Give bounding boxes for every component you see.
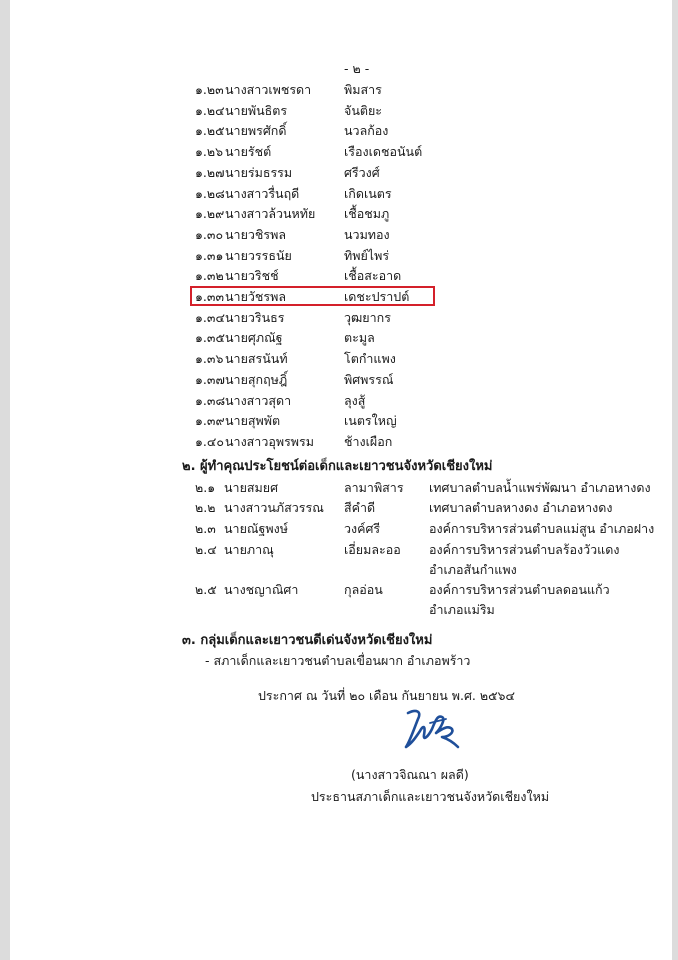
signer-name: (นางสาวจิณณา ผลดี) xyxy=(351,767,469,782)
row-number: ๑.๒๗ xyxy=(195,164,225,180)
row-surname: จันติยะ xyxy=(344,102,383,118)
row-number: ๑.๒๙ xyxy=(195,206,225,222)
row-number: ๑.๒๔ xyxy=(195,102,225,118)
signer-title: ประธานสภาเด็กและเยาวชนจังหวัดเชียงใหม่ xyxy=(311,789,550,804)
row-organization: เทศบาลตำบลน้ำแพร่พัฒนา อำเภอหางดง xyxy=(429,480,651,495)
row-number: ๑.๔๐ xyxy=(195,433,224,449)
row-surname: ลุงสู้ xyxy=(344,392,366,408)
row-number: ๑.๒๓ xyxy=(195,82,224,97)
row-surname: เชื้อชมภู xyxy=(344,206,390,222)
row-name: นายสมยศ xyxy=(224,480,279,495)
row-number: ๒.๔ xyxy=(195,542,217,557)
row-surname: เชื้อสะอาด xyxy=(344,268,402,284)
section3-heading: ๓. กลุ่มเด็กและเยาวชนดีเด่นจังหวัดเชียงใหม่ xyxy=(182,633,433,648)
row-name: นางสาวอุพรพรม xyxy=(225,433,314,449)
row-name: นายสุกฤษฎิ์ xyxy=(225,371,288,387)
row-number: ๑.๒๕ xyxy=(195,123,225,139)
row-name: นายพันธิตร xyxy=(225,102,288,118)
row-name: นายวรินธร xyxy=(225,309,285,325)
row-number: ๒.๑ xyxy=(195,480,216,495)
row-surname: นวลก้อง xyxy=(344,123,389,139)
section2-heading: ๒. ผู้ทำคุณประโยชน์ต่อเด็กและเยาวชนจังหวัดเชียงใหม่ xyxy=(182,459,493,474)
row-name: นายศุภณัฐ xyxy=(225,330,283,346)
row-number: ๑.๓๑ xyxy=(195,247,224,263)
row-organization: องค์การบริหารส่วนตำบลร้องวัวแดง xyxy=(429,542,620,557)
row-surname: ช้างเผือก xyxy=(344,433,393,449)
row-name: นายวรรธนัย xyxy=(225,247,292,263)
row-surname: เอี่ยมละออ xyxy=(344,542,401,557)
row-number: ๑.๓๓ xyxy=(195,289,224,304)
row-name: นางชญาณิศา xyxy=(224,582,299,597)
row-number: ๑.๓๖ xyxy=(195,351,224,367)
row-organization-line2: อำเภอสันกำแพง xyxy=(429,562,517,577)
row-name: นายภาณุ xyxy=(224,542,274,557)
row-name: นายสุพพัต xyxy=(225,413,281,429)
row-name: นายรัชต์ xyxy=(225,144,272,160)
row-surname: ลามาพิสาร xyxy=(344,480,404,495)
row-surname: เนตรใหญ่ xyxy=(344,413,397,429)
row-name: นางสาวเพชรดา xyxy=(225,82,312,97)
row-surname: ทิพย์ไพร่ xyxy=(344,247,390,263)
row-name: นายพรศักดิ์ xyxy=(225,123,287,139)
row-surname: ศรีวงศ์ xyxy=(344,164,380,180)
row-surname: พิศพรรณ์ xyxy=(344,371,394,387)
row-number: ๑.๓๕ xyxy=(195,330,225,346)
row-organization: เทศบาลตำบลหางดง อำเภอหางดง xyxy=(429,500,613,515)
row-surname: โตกำแพง xyxy=(344,351,396,367)
row-number: ๑.๓๗ xyxy=(195,371,225,387)
row-surname: สีคำดี xyxy=(344,500,376,515)
row-surname: เดชะปราปต์ xyxy=(344,289,410,304)
row-name: นางสาวรื่นฤดี xyxy=(225,185,300,201)
signature-icon xyxy=(402,707,462,753)
row-surname: พิมสาร xyxy=(344,82,382,97)
row-name: นายณัฐพงษ์ xyxy=(224,521,288,536)
row-name: นายวัชรพล xyxy=(225,289,287,304)
row-name: นางสาวล้วนหทัย xyxy=(225,206,316,222)
row-name: นางสาวนภัสวรรณ xyxy=(224,500,324,515)
row-number: ๑.๓๒ xyxy=(195,268,224,284)
row-number: ๒.๒ xyxy=(195,500,216,515)
document-page xyxy=(10,0,672,960)
row-number: ๑.๒๖ xyxy=(195,144,224,160)
row-name: นายวชิรพล xyxy=(225,226,287,242)
row-surname: เรืองเดชอนันต์ xyxy=(344,144,423,160)
row-number: ๑.๓๔ xyxy=(195,309,225,325)
row-surname: นวมทอง xyxy=(344,226,390,242)
row-number: ๑.๓๘ xyxy=(195,392,226,408)
row-surname: ตะมูล xyxy=(344,330,375,346)
row-organization-line2: อำเภอแม่ริม xyxy=(429,602,495,617)
page-number: - ๒ - xyxy=(344,61,370,76)
row-number: ๒.๓ xyxy=(195,521,216,536)
row-number: ๑.๓๙ xyxy=(195,413,225,429)
row-surname: กุลอ่อน xyxy=(344,582,383,597)
row-name: นางสาวสุดา xyxy=(225,392,292,408)
row-surname: วุฒยากร xyxy=(344,309,391,325)
row-name: นายร่มธรรม xyxy=(225,164,293,180)
row-name: นายสรนันท์ xyxy=(225,351,288,367)
row-name: นายวริชช์ xyxy=(225,268,279,284)
row-number: ๒.๕ xyxy=(195,582,217,597)
row-surname: วงค์ศรี xyxy=(344,521,381,536)
highlight-box xyxy=(190,286,435,306)
section3-item: - สภาเด็กและเยาวชนตำบลเขื่อนผาก อำเภอพร้าว xyxy=(205,653,471,668)
row-number: ๑.๒๘ xyxy=(195,185,225,201)
row-organization: องค์การบริหารส่วนตำบลดอนแก้ว xyxy=(429,582,610,597)
announcement-date: ประกาศ ณ วันที่ ๒๐ เดือน กันยายน พ.ศ. ๒๕๖๔ xyxy=(258,688,515,703)
row-surname: เกิดเนตร xyxy=(344,185,392,201)
row-organization: องค์การบริหารส่วนตำบลแม่สูน อำเภอฝาง xyxy=(429,521,655,536)
row-number: ๑.๓๐ xyxy=(195,226,224,242)
